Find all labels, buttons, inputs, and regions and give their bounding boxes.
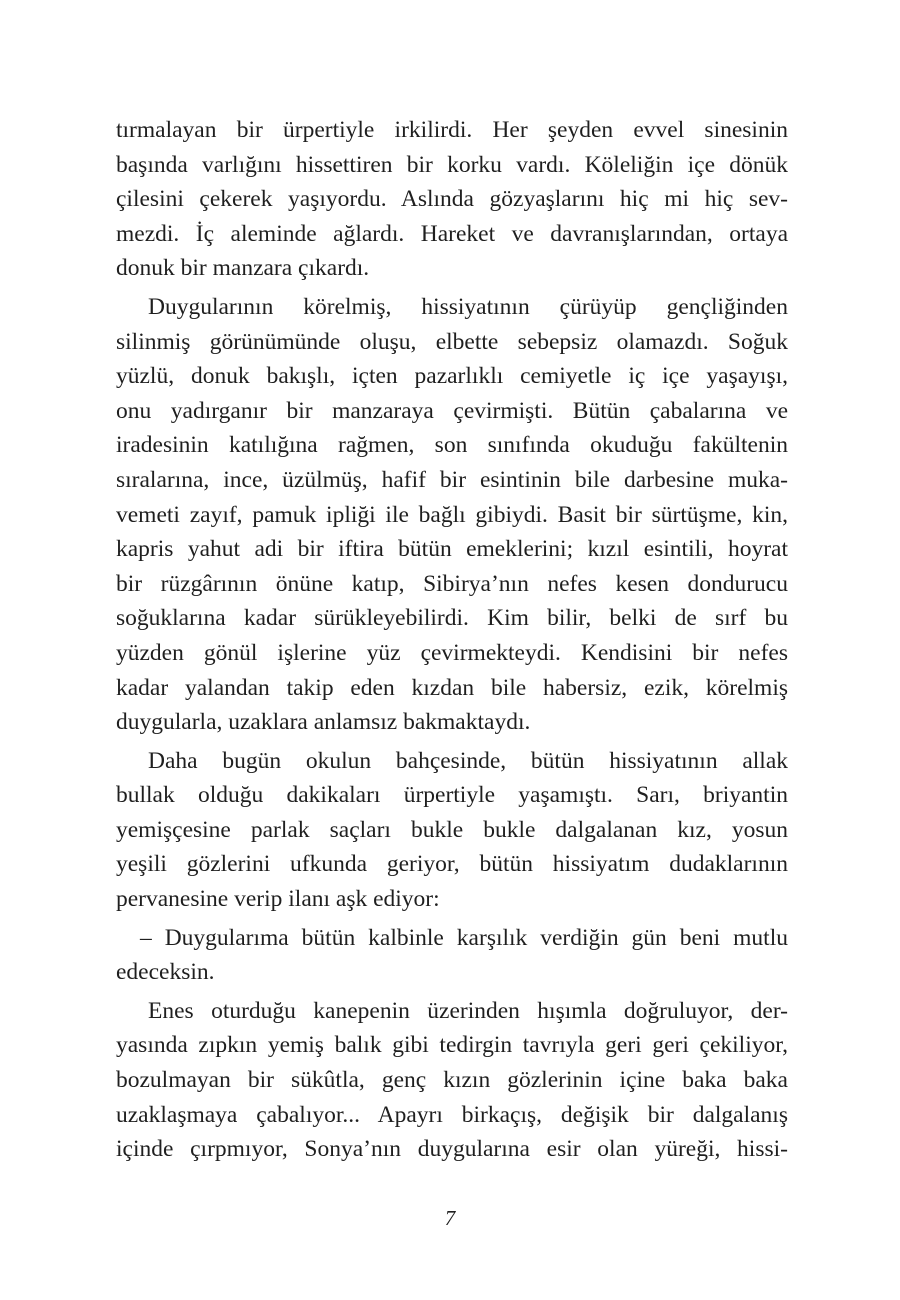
text-line: yüzden gönül işlerine yüz çevirmekteydi. Kendisini bir nefes	[116, 639, 788, 666]
text-line: iradesinin katılığına rağmen, son sınıfında okuduğu fakültenin	[116, 432, 788, 459]
text-line: duygularla, uzaklara anlamsız bakmaktaydı.	[116, 709, 531, 736]
text-line: yemişçesine parlak saçları bukle bukle dalgalanan kız, yosun	[116, 816, 788, 843]
text-line: çilesini çekerek yaşıyordu. Aslında gözyaşlarını hiç mi hiç sev-	[116, 186, 788, 213]
text-line: içinde çırpmıyor, Sonya’nın duygularına esir olan yüreği, hissi-	[116, 1136, 788, 1163]
text-line: donuk bir manzara çıkardı.	[116, 255, 370, 282]
text-line: kapris yahut adi bir iftira bütün emeklerini; kızıl esintili, hoyrat	[116, 536, 788, 563]
text-line: tırmalayan bir ürpertiyle irkilirdi. Her şeyden evvel sinesinin	[116, 117, 788, 143]
text-line: silinmiş görünümünde oluşu, elbette sebepsiz olamazdı. Soğuk	[116, 328, 788, 355]
text-line: bozulmayan bir sükûtla, genç kızın gözlerinin içine baka baka	[116, 1067, 788, 1094]
page-number: 7	[444, 1206, 456, 1230]
paragraph-2	[116, 290, 788, 740]
text-line: sıralarına, ince, üzülmüş, hafif bir esintinin bile darbesine muka-	[116, 466, 788, 493]
text-line: yeşili gözlerini ufkunda geriyor, bütün hissiyatım dudaklarının	[116, 851, 788, 878]
text-line: vemeti zayıf, pamuk ipliği ile bağlı gibiydi. Basit bir sürtüşme, kin,	[116, 501, 788, 528]
text-line: bullak olduğu dakikaları ürpertiyle yaşamıştı. Sarı, briyantin	[116, 782, 788, 809]
text-line: bir rüzgârının önüne katıp, Sibirya’nın nefes kesen dondurucu	[116, 570, 788, 597]
text-line: Duygularının körelmiş, hissiyatının çürüyüp gençliğinden	[148, 293, 788, 320]
text-line: Daha bugün okulun bahçesinde, bütün hissiyatının allak	[148, 747, 788, 774]
text-line: uzaklaşmaya çabalıyor... Apayrı birkaçış, değişik bir dalgalanış	[116, 1101, 788, 1128]
text-line: yasında zıpkın yemiş balık gibi tedirgin tavrıyla geri geri çekiliyor,	[116, 1032, 788, 1059]
paragraph-dialogue	[116, 921, 788, 990]
paragraph-1	[116, 113, 788, 286]
text-line: yüzlü, donuk bakışlı, içten pazarlıklı cemiyetle iç içe yaşayışı,	[116, 363, 788, 390]
text-line: kadar yalandan takip eden kızdan bile habersiz, ezik, körelmiş	[116, 674, 788, 701]
paragraph-3	[116, 744, 788, 917]
paragraph-5	[116, 994, 788, 1167]
text-line: soğuklarına kadar sürükleyebilirdi. Kim bilir, belki de sırf bu	[116, 605, 788, 632]
text-line: pervanesine verip ilanı aşk ediyor:	[116, 886, 440, 913]
text-line: mezdi. İç aleminde ağlardı. Hareket ve davranışlarından, ortaya	[116, 220, 788, 247]
text-line: onu yadırganır bir manzaraya çevirmişti. Bütün çabalarına ve	[116, 397, 788, 424]
dialogue-line: – Duygularıma bütün kalbinle karşılık verdiğin gün beni mutlu	[140, 924, 788, 951]
page-text	[116, 113, 788, 1167]
text-line: Enes oturduğu kanepenin üzerinden hışımla doğruluyor, der-	[148, 997, 788, 1024]
text-line: edeceksin.	[116, 959, 215, 986]
text-line: başında varlığını hissettiren bir korku vardı. Köleliğin içe dönük	[116, 151, 788, 178]
